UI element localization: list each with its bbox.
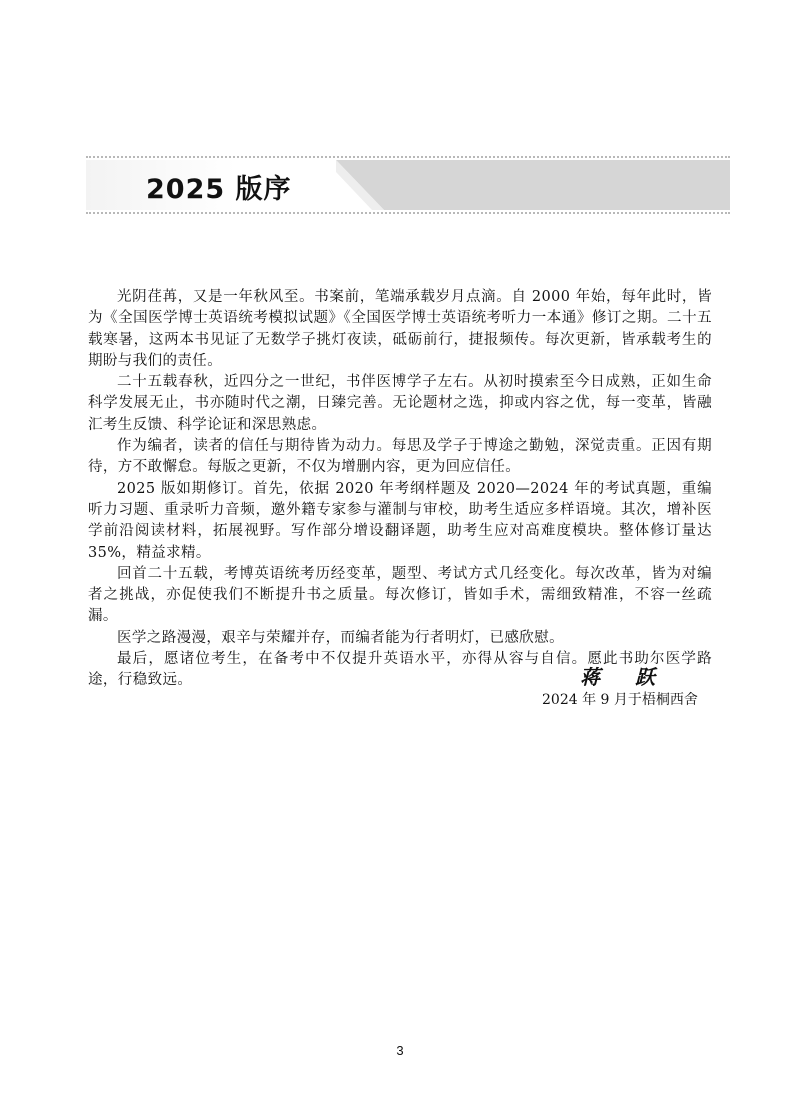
grey-band-decoration (336, 160, 730, 210)
page-title: 2025 版序 (146, 174, 292, 205)
author-signature: 蒋 跃 (580, 665, 669, 689)
paragraph: 光阴荏苒，又是一年秋风至。书案前，笔端承载岁月点滴。自 2000 年始，每年此时，皆为《全国医学博士英语统考模拟试题》《全国医学博士英语统考听力一本通》修订之期。二十五载寒暑，这两本书见证了无数学子挑灯夜读，砥砺前行，捷报频传。每次更新，皆承载考生的期盼与我们的责任。 (88, 289, 712, 369)
paragraph: 回首二十五载，考博英语统考历经变革，题型、考试方式几经变化。每次改革，皆为对编者之挑战，亦促使我们不断提升书之质量。每次修订，皆如手术，需细致精准，不容一丝疏漏。 (88, 565, 712, 625)
title-banner (0, 0, 800, 260)
preface-body (88, 287, 712, 692)
page-number: 3 (396, 1043, 404, 1058)
paragraph: 2025 版如期修订。首先，依据 2020 年考纲样题及 2020—2024 年的考试真题，重编听力习题、重录听力音频，邀外籍专家参与灌制与审校，助考生适应多样语境。其次，增补医学前沿阅读材料，拓展视野。写作部分增设翻译题，助考生应对高难度模块。整体修订量达 35%，精益求精。 (88, 480, 712, 561)
signature-date: 2024 年 9 月于梧桐西舍 (542, 692, 698, 708)
dotted-rule-top (86, 156, 730, 158)
paragraph: 最后，愿诸位考生，在备考中不仅提升英语水平，亦得从容与自信。愿此书助尔医学路途，行稳致远。 (88, 651, 712, 689)
paragraph: 作为编者，读者的信任与期待皆为动力。每思及学子于博途之勤勉，深觉责重。正因有期待，方不敢懈怠。每版之更新，不仅为增删内容，更为回应信任。 (88, 438, 712, 476)
dotted-rule-bottom (86, 212, 730, 214)
paragraph: 医学之路漫漫，艰辛与荣耀并存，而编者能为行者明灯，已感欣慰。 (117, 629, 564, 646)
paragraph: 二十五载春秋，近四分之一世纪，书伴医博学子左右。从初时摸索至今日成熟，正如生命科学发展无止，书亦随时代之潮，日臻完善。无论题材之选，抑或内容之优，每一变革，皆融汇考生反馈、科学论证和深思熟虑。 (88, 374, 712, 433)
